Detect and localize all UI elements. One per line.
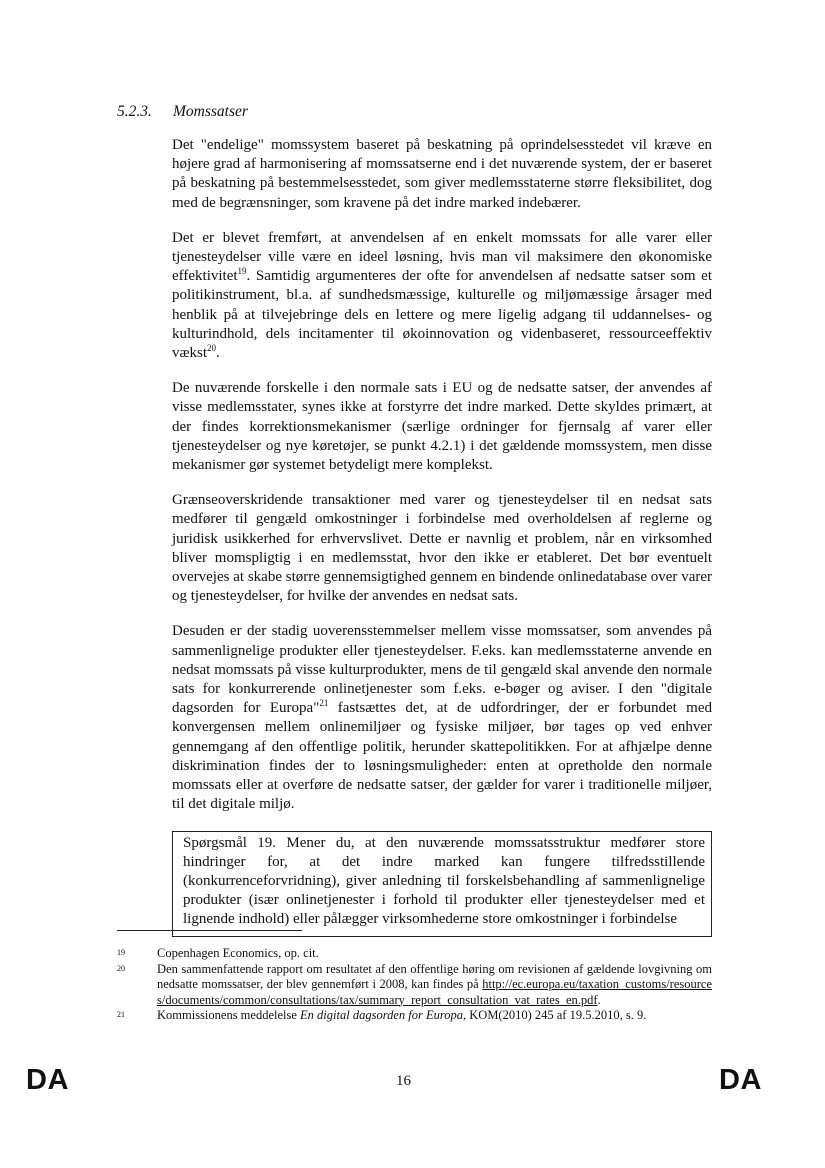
- footnote-19: [117, 946, 712, 962]
- footnote-ref-19: 19: [237, 266, 247, 277]
- paragraph-2-text-b: . Samtidig argumenteres der ofte for anvendelsen af nedsatte satser som et politikinstrument, bl.a. af sundhedsmæssige, kulturelle og miljømæssige årsager med henblik på at tilvejebringe dels en lettere og mere ligelig adgang til uddannelses- og kulturindhold, dels incitamenter til økoinnovation og videnbaseret, ressourceeffektiv vækst: [172, 268, 712, 362]
- footnote-text: Copenhagen Economics, op. cit.: [157, 946, 319, 960]
- paragraph-5: [172, 622, 712, 814]
- footnote-link[interactable]: http://ec.europa.eu/taxation_customs/resources/documents/common/consultations/tax/summary_report_consultation_vat_rates_en.pdf: [157, 977, 713, 1007]
- footnote-prefix: Kommissionens meddelelse: [157, 1008, 301, 1022]
- footnote-ref-20: 20: [207, 343, 217, 354]
- section-heading: [117, 103, 248, 121]
- footnote-number: 20: [117, 963, 125, 973]
- body-text: [172, 136, 712, 937]
- footnote-separator: [117, 930, 302, 931]
- footnote-ref-21: 21: [319, 698, 329, 709]
- paragraph-4: Grænseoverskridende transaktioner med varer og tjenesteydelser til en nedsat sats medfører til gengæld omkostninger i forbindelse med overholdelsen af reglerne og juridisk usikkerhed for erhvervslivet. Dette er navnlig et problem, når en virksomhed bliver momspligtig i en medlemsstat, hvor den ikke er etableret. Det bør eventuelt overvejes at skabe større gennemsigtighed gennem en bindende onlinedatabase over varer og tjenesteydelser, for hvilke der anvendes en nedsat sats.: [172, 492, 712, 605]
- paragraph-2: [172, 229, 712, 363]
- question-text: Spørgsmål 19. Mener du, at den nuværende momssatsstruktur medfører store hindringer for, at det indre marked kan fungere tilfredsstillende (konkurrenceforvridning), giver anledning til forskelsbehandling af sammenlignelige produkter (især onlinetjenester i forhold til produkter eller tjenesteydelser med et lignende indhold) eller pålægger virksomhederne store omkostninger i forbindelse: [183, 834, 705, 928]
- footnote-number: 21: [117, 1010, 125, 1019]
- language-code-right: DA: [719, 1064, 762, 1096]
- paragraph-2-text-a: Det er blevet fremført, at anvendelsen af en enkelt momssats for alle varer eller tjenesteydelser ville være en ideel løsning, hvis man vil maksimere den økonomiske effektivitet: [172, 229, 712, 285]
- language-code-left: DA: [26, 1064, 69, 1096]
- footnote-number: 19: [117, 948, 125, 957]
- section-number: 5.2.3.: [117, 103, 152, 120]
- page-number: 16: [396, 1073, 411, 1089]
- question-box: [172, 831, 712, 937]
- footnote-21: [117, 1008, 712, 1024]
- footnote-tail: .: [597, 992, 601, 1007]
- paragraph-3: De nuværende forskelle i den normale sats i EU og de nedsatte satser, der anvendes af visse medlemsstater, synes ikke at forstyrre det indre marked. Dette skyldes primært, at der findes korrektionsmekanismer (særlige ordninger for fjernsalg af varer eller tjenesteydelser og nye køretøjer, se punkt 4.2.1) i det gældende momssystem, men disse mekanismer gør systemet betydeligt mere komplekst.: [172, 380, 712, 474]
- paragraph-5-text-b: fastsættes det, at de udfordringer, der er forbundet med konvergensen mellem onlinemiljøer og fysiske miljøer, bør tages op ved enhver gennemgang af den offentlige politik, herunder skattepolitikken. For at afhjælpe denne diskrimination findes der to løsningsmuligheder: enten at opretholde den normale momssats eller at overføre de nedsatte satser, der gælder for varer i traditionelle miljøer, til det digitale miljø.: [172, 700, 712, 813]
- footnotes: [117, 946, 712, 1024]
- paragraph-5-text-a: Desuden er der stadig uoverensstemmelser mellem visse momssatser, som anvendes på sammenlignelige produkter eller tjenesteydelser. F.eks. kan medlemsstaterne anvende en nedsat momssats på visse kulturprodukter, mens de til gengæld skal anvende den normale sats for konkurrerende onlinetjenester som f.eks. e-bøger og aviser. I den "digitale dagsorden for Europa": [172, 623, 712, 717]
- footnote-text: Den sammenfattende rapport om resultatet af den offentlige høring om revisionen af gældende lovgivning om nedsatte momssatser, der blev gennemført i 2008, kan findes på: [157, 961, 712, 991]
- footnote-doc-title: En digital dagsorden for Europa: [300, 1008, 464, 1022]
- footnote-20: [117, 962, 712, 1009]
- footnote-suffix: , KOM(2010) 245 af 19.5.2010, s. 9.: [463, 1008, 647, 1022]
- paragraph-1: Det "endelige" momssystem baseret på beskatning på oprindelsesstedet vil kræve en højere grad af harmonisering af momssatserne end i det nuværende system, der er baseret på beskatning på bestemmelsesstedet, som giver medlemsstaterne større fleksibilitet, dog med de begrænsninger, som kravene på det indre marked indebærer.: [172, 137, 712, 211]
- section-title: Momssatser: [173, 103, 248, 120]
- paragraph-2-text-c: .: [216, 345, 220, 362]
